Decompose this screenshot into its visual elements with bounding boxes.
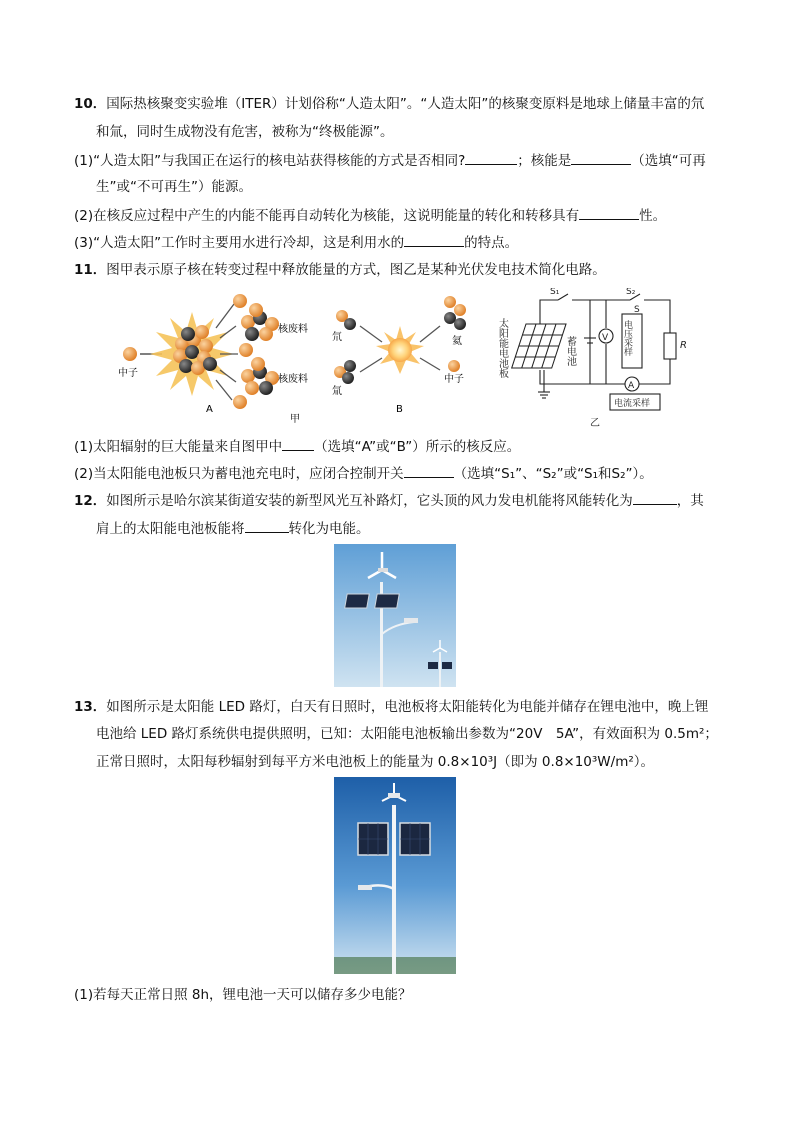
solar-panel-icon bbox=[512, 324, 566, 368]
q11-p2-text: (2)当太阳能电池板只为蓄电池充电时，应闭合控制开关 bbox=[74, 466, 404, 482]
q11-figure-svg bbox=[110, 288, 690, 433]
q13-number: 13． bbox=[74, 699, 107, 715]
waste-nucleus-bottom bbox=[241, 357, 279, 395]
q10-part3 bbox=[74, 233, 518, 252]
solar-panel-label: 太阳能电池板 bbox=[496, 318, 508, 378]
label-b: B bbox=[396, 404, 403, 415]
q12-streetlight-photo bbox=[334, 544, 456, 687]
q11-p2-blank[interactable] bbox=[404, 464, 454, 478]
q13-led-streetlight-photo bbox=[334, 777, 456, 974]
q11-p1-text: (1)太阳辐射的巨大能量来自图甲中 bbox=[74, 439, 283, 455]
q11-stem bbox=[74, 261, 606, 279]
released-neutron-1 bbox=[233, 294, 247, 308]
q10-p2-text: (2)在核反应过程中产生的内能不能再自动转化为核能，这说明能量的转化和转移具有 bbox=[74, 208, 580, 224]
q11-part2 bbox=[74, 464, 653, 483]
q11-p1-blank[interactable] bbox=[282, 437, 314, 451]
q13-stem1: 如图所示是太阳能 LED 路灯，白天有日照时，电池板将太阳能转化为电能并储存在锂电池中，晚上锂 bbox=[106, 699, 709, 715]
q10-p3-blank[interactable] bbox=[404, 233, 464, 247]
battery-label: 蓄电池 bbox=[564, 336, 576, 366]
neutron-label-right: 中子 bbox=[444, 374, 464, 385]
waste-nucleus-top bbox=[241, 303, 279, 341]
waste-label-2: 核废料 bbox=[278, 374, 308, 385]
q12-number: 12． bbox=[74, 493, 107, 509]
q10-p1-text2: ；核能是 bbox=[517, 153, 572, 169]
q10-p3-text2: 的特点。 bbox=[464, 235, 519, 251]
released-neutron-2 bbox=[239, 343, 253, 357]
helium-label: 氦 bbox=[452, 336, 462, 347]
label-a: A bbox=[206, 404, 213, 415]
q10-p2-text2: 性。 bbox=[639, 208, 667, 224]
label-jia: 甲 bbox=[290, 414, 300, 425]
q10-part2 bbox=[74, 206, 666, 225]
q10-stem-line2: 和氚，同时生成物没有危害，被称为“终极能源”。 bbox=[96, 124, 394, 140]
q11-p1-text2: （选填“A”或“B”）所示的核反应。 bbox=[314, 439, 521, 455]
tritium-label: 氚 bbox=[332, 386, 342, 397]
s1-label: S₁ bbox=[550, 288, 560, 297]
q11-stem-text: 图甲表示原子核在转变过程中释放能量的方式，图乙是某种光伏发电技术简化电路。 bbox=[106, 262, 606, 278]
fusion-neutron bbox=[448, 360, 460, 372]
q10-p1-blank2[interactable] bbox=[571, 151, 631, 165]
q12-stem1b: ，其 bbox=[676, 493, 704, 509]
q11-number: 11． bbox=[74, 262, 107, 278]
circuit-diagram bbox=[497, 288, 687, 429]
fission-diagram bbox=[118, 294, 308, 425]
q12-stem-line2 bbox=[96, 519, 370, 538]
q10-stem1: 国际热核聚变实验堆（ITER）计划俗称“人造太阳”。“人造太阳”的核聚变原料是地球上储量丰富的氘 bbox=[106, 96, 705, 112]
voltmeter-label: V bbox=[602, 333, 609, 343]
q12-blank1[interactable] bbox=[633, 491, 677, 505]
fusion-sun bbox=[376, 326, 424, 374]
q11-part1 bbox=[74, 437, 520, 456]
q13-stem-line3: 正常日照时，太阳每秒辐射到每平方米电池板上的能量为 0.8×10³J（即为 0.8×10³W/m²）。 bbox=[96, 754, 655, 770]
q10-p1-text: (1)“人造太阳”与我国正在运行的核电站获得核能的方式是否相同? bbox=[74, 153, 466, 169]
q10-part1-line2: 生”或“不可再生”）能源。 bbox=[96, 179, 252, 195]
q13-stem-line1 bbox=[74, 698, 708, 716]
q12-stem-line1 bbox=[74, 491, 704, 510]
neutron-label-left: 中子 bbox=[118, 368, 138, 379]
q10-p2-blank[interactable] bbox=[579, 206, 639, 220]
s-label: S bbox=[634, 305, 640, 315]
current-sampling-label: 电流采样 bbox=[614, 399, 651, 409]
q10-stem-line1 bbox=[74, 95, 704, 113]
voltage-sampling-label: 电压采样 bbox=[622, 320, 632, 356]
q10-p1-blank1[interactable] bbox=[465, 151, 517, 165]
q13-stem-line2: 电池给 LED 路灯系统供电提供照明，已知：太阳能电池板输出参数为“20V 5A”，有效面积为 0.5m²； bbox=[96, 726, 718, 742]
q10-number: 10． bbox=[74, 96, 107, 112]
q10-p3-text: (3)“人造太阳”工作时主要用水进行冷却，这是利用水的 bbox=[74, 235, 405, 251]
q10-p1-text3: （选填“可再 bbox=[631, 153, 706, 169]
q12-stem2a: 肩上的太阳能电池板能将 bbox=[96, 521, 245, 537]
q12-stem2b: 转化为电能。 bbox=[288, 521, 370, 537]
label-yi: 乙 bbox=[590, 418, 600, 429]
q12-stem1a: 如图所示是哈尔滨某街道安装的新型风光互补路灯，它头顶的风力发电机能将风能转化为 bbox=[106, 493, 633, 509]
fusion-diagram bbox=[332, 296, 466, 415]
released-neutron-3 bbox=[233, 395, 247, 409]
q12-blank2[interactable] bbox=[245, 519, 289, 533]
s2-label: S₂ bbox=[626, 288, 636, 297]
q13-part1: (1)若每天正常日照 8h，锂电池一天可以储存多少电能？ bbox=[74, 987, 412, 1003]
q11-figure bbox=[110, 288, 690, 433]
waste-label-1: 核废料 bbox=[278, 324, 308, 335]
q10-part1-line1 bbox=[74, 151, 706, 170]
q11-p2-text2: （选填“S₁”、“S₂”或“S₁和S₂”）。 bbox=[453, 466, 653, 482]
resistor-label: R bbox=[680, 340, 687, 351]
neutron-in bbox=[123, 347, 137, 361]
ammeter-label: A bbox=[628, 381, 635, 391]
deuterium-label: 氘 bbox=[332, 332, 342, 343]
